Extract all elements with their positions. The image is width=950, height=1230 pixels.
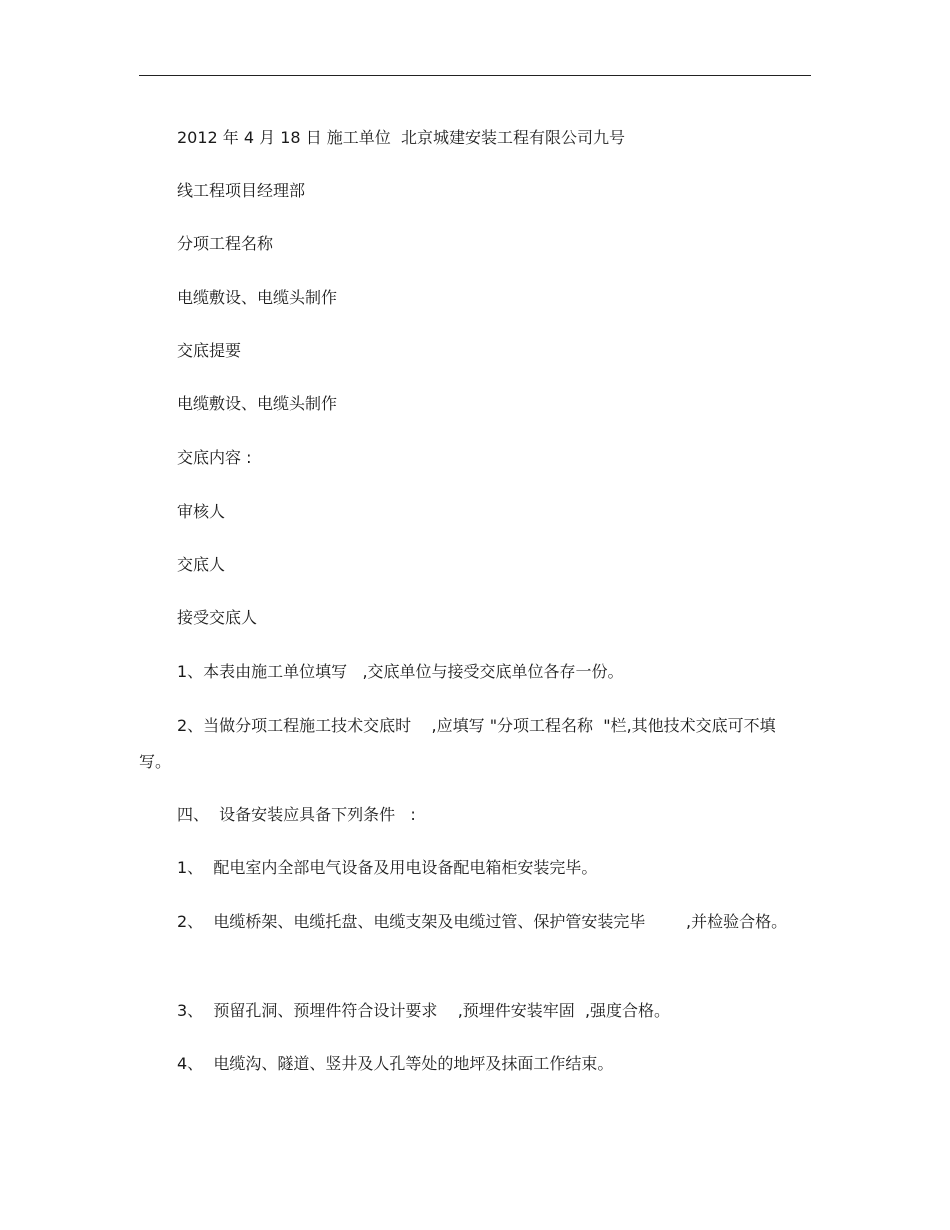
condition-item-2: 2、 电缆桥架、电缆托盘、电缆支架及电缆过管、保护管安装完毕 ,并检验合格。 bbox=[177, 912, 788, 931]
reviewer-label: 审核人 bbox=[177, 502, 226, 521]
subitem-name-label: 分项工程名称 bbox=[177, 234, 274, 253]
project-department-line: 线工程项目经理部 bbox=[177, 181, 306, 200]
section-heading: 四、 设备安装应具备下列条件 : bbox=[177, 805, 416, 824]
receiver-label: 接受交底人 bbox=[177, 608, 258, 627]
date-and-unit-line: 2012 年 4 月 18 日 施工单位 北京城建安装工程有限公司九号 bbox=[177, 128, 625, 147]
header-rule bbox=[139, 75, 811, 76]
discloser-label: 交底人 bbox=[177, 555, 226, 574]
note-1: 1、本表由施工单位填写 ,交底单位与接受交底单位各存一份。 bbox=[177, 662, 624, 681]
content-label: 交底内容 : bbox=[177, 448, 252, 467]
condition-item-4: 4、 电缆沟、隧道、竖井及人孔等处的地坪及抹面工作结束。 bbox=[177, 1054, 614, 1073]
summary-label: 交底提要 bbox=[177, 341, 242, 360]
condition-item-3: 3、 预留孔洞、预埋件符合设计要求 ,预埋件安装牢固 ,强度合格。 bbox=[177, 1001, 671, 1020]
note-2: 2、当做分项工程施工技术交底时 ,应填写 "分项工程名称 "栏,其他技术交底可不填写。 bbox=[139, 716, 776, 771]
subitem-name-value: 电缆敷设、电缆头制作 bbox=[177, 288, 338, 307]
summary-value: 电缆敷设、电缆头制作 bbox=[177, 394, 338, 413]
condition-item-1: 1、 配电室内全部电气设备及用电设备配电箱柜安装完毕。 bbox=[177, 858, 598, 877]
